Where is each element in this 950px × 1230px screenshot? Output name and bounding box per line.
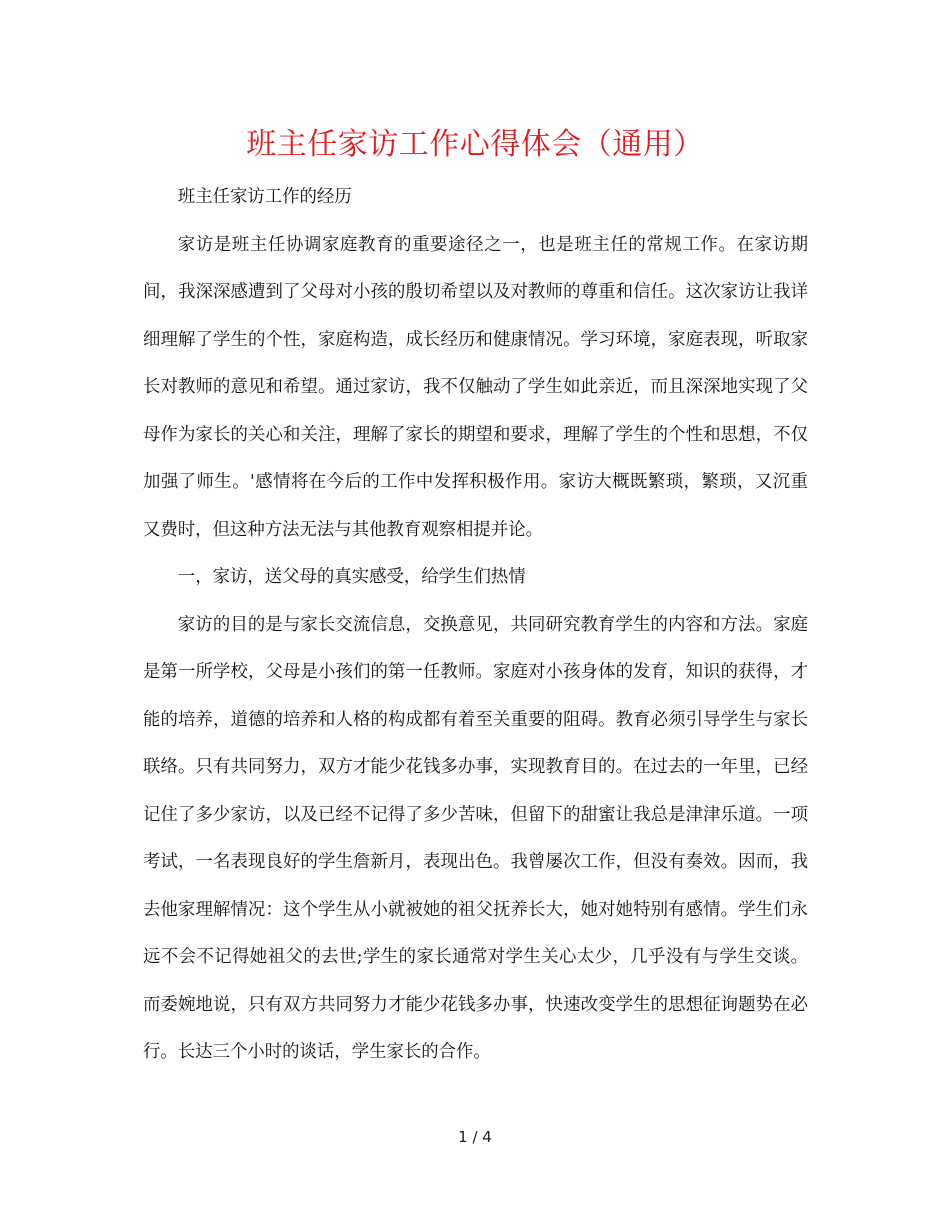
section-heading-2: 一，家访，送父母的真实感受，给学生们热情 xyxy=(177,567,526,587)
document-body xyxy=(143,174,808,1077)
section-paragraph-1: 家访是班主任协调家庭教育的重要途径之一，也是班主任的常规工作。在家访期间，我深深感遭到了父母对小孩的殷切希望以及对教师的尊重和信任。这次家访让我详细理解了学生的个性，家庭构造，成长经历和健康情况。学习环境，家庭表现，听取家长对教师的意见和希望。通过家访，我不仅触动了学生如此亲近，而且深深地实现了父母作为家长的关心和关注，理解了家长的期望和要求，理解了学生的个性和思想，不仅加强了师生。'感情将在今后的工作中发挥积极作用。家访大概既繁琐，繁琐，又沉重又费时，但这种方法无法与其他教育观察相提并论。 xyxy=(143,234,808,540)
page-indicator: 1 / 4 xyxy=(458,1128,492,1146)
document-title: 班主任家访工作心得体会（通用） xyxy=(246,127,704,162)
section-paragraph-2: 家访的目的是与家长交流信息，交换意见，共同研究教育学生的内容和方法。家庭是第一所学校，父母是小孩们的第一任教师。家庭对小孩身体的发育，知识的获得，才能的培养，道德的培养和人格的构成都有着至关重要的阻碍。教育必须引导学生与家长联络。只有共同努力，双方才能少花钱多办事，实现教育目的。在过去的一年里，已经记住了多少家访，以及已经不记得了多少苦味，但留下的甜蜜让我总是津津乐道。一项考试，一名表现良好的学生詹新月，表现出色。我曾屡次工作，但没有奏效。因而，我去他家理解情况：这个学生从小就被她的祖父抚养长大，她对她特别有感情。学生们永远不会不记得她祖父的去世;学生的家长通常对学生关心太少，几乎没有与学生交谈。而委婉地说，只有双方共同努力才能少花钱多办事，快速改变学生的思想征询题势在必行。长达三个小时的谈话，学生家长的合作。 xyxy=(143,614,808,1062)
section-heading-1: 班主任家访工作的经历 xyxy=(177,187,352,207)
